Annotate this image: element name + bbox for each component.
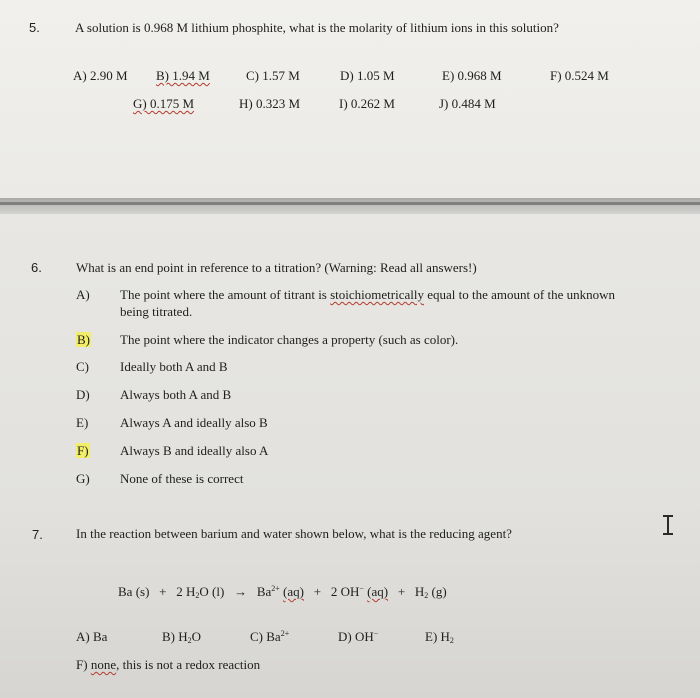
eq-h2-symbol: H (414, 584, 425, 599)
q6-option-f-text: Always B and ideally also A (120, 443, 269, 458)
eq-product-hydrogen (415, 584, 447, 599)
q7-choice-b-post: O (191, 629, 202, 644)
q7-choice-d-label: D) OH (338, 629, 374, 644)
q5-question: A solution is 0.968 M lithium phosphite, what is the molarity of lithium ions in this solution? (75, 20, 559, 35)
q7-choice-f-prefix: F) (76, 657, 91, 672)
eq-plus-2: + (313, 584, 322, 599)
eq-ba-ion-charge: 2+ (271, 584, 280, 593)
q5-choice-b[interactable]: B) 1.94 M (156, 68, 210, 83)
page-separator-band (0, 198, 700, 214)
q5-choice-a[interactable]: A) 2.90 M (73, 68, 128, 83)
q7-choice-c-label: C) Ba (250, 629, 281, 644)
q6-option-b-highlight: B) (77, 332, 90, 347)
eq-arrow: → (234, 584, 248, 599)
q6-option-a-text-pre: The point where the amount of titrant is (120, 287, 331, 302)
q6-option-a-text-line2: being titrated. (120, 304, 193, 319)
eq-ba-ion-state: (aq) (283, 584, 304, 599)
q6-option-a-misspelled-word: stoichiometrically (330, 287, 424, 302)
eq-h2-state: (g) (428, 584, 447, 599)
q6-option-e-text: Always A and ideally also B (120, 415, 268, 430)
eq-h2-sub: 2 (424, 591, 429, 600)
q7-choice-f-post: , this is not a redox reaction (116, 657, 261, 672)
q6-option-a-text (120, 287, 615, 303)
q7-choice-b-label: B) H (162, 629, 188, 644)
q7-choice-a[interactable]: A) Ba (76, 629, 108, 644)
q6-option-d-letter[interactable]: D) (76, 387, 90, 402)
eq-water-o: O (l) (199, 584, 225, 599)
q5-choice-e[interactable]: E) 0.968 M (442, 68, 502, 83)
q6-option-e-letter[interactable]: E) (76, 415, 89, 430)
eq-plus-1: + (159, 584, 167, 599)
q7-choice-e-sub: 2 (449, 636, 454, 645)
q6-option-b-letter[interactable] (76, 332, 91, 348)
q7-choice-d-sup: − (373, 629, 379, 638)
q6-option-f-highlight: F) (77, 443, 89, 458)
eq-reactant-ba: Ba (s) (118, 584, 150, 599)
eq-oh-charge: − (359, 584, 364, 593)
q6-option-c-letter[interactable]: C) (76, 359, 89, 374)
eq-plus-3: + (397, 584, 406, 599)
q5-choice-j[interactable]: J) 0.484 M (439, 96, 496, 111)
q6-option-d-text: Always both A and B (120, 387, 232, 402)
q7-choice-e-label: E) H (425, 629, 450, 644)
eq-product-ba-ion (257, 584, 304, 599)
eq-water-sub: 2 (195, 591, 200, 600)
q6-option-a-letter[interactable]: A) (76, 287, 90, 302)
q7-choice-b[interactable] (162, 629, 201, 645)
q7-choice-f[interactable] (76, 657, 260, 673)
q7-question: In the reaction between barium and water shown below, what is the reducing agent? (76, 526, 512, 541)
q5-choice-c[interactable]: C) 1.57 M (246, 68, 300, 83)
eq-oh-symbol: 2 OH (330, 584, 360, 599)
eq-reactant-water (176, 584, 224, 599)
q6-option-a-text-post: equal to the amount of the unknown (424, 287, 615, 302)
q6-option-b-text: The point where the indicator changes a property (such as color). (120, 332, 459, 347)
q5-choice-i[interactable]: I) 0.262 M (339, 96, 395, 111)
q7-equation (118, 584, 447, 600)
q7-choice-e[interactable] (425, 629, 454, 645)
q7-choice-c-sup: 2+ (280, 629, 290, 638)
q6-option-g-letter[interactable]: G) (76, 471, 90, 486)
q6-option-c-text: Ideally both A and B (120, 359, 228, 374)
q7-choice-d[interactable] (338, 629, 378, 645)
q7-choice-c[interactable] (250, 629, 289, 645)
q7-choice-f-word: none (90, 657, 117, 672)
q6-option-f-letter[interactable] (76, 443, 90, 459)
eq-oh-state: (aq) (367, 584, 389, 599)
q6-number: 6. (31, 260, 42, 275)
q7-number: 7. (32, 527, 43, 542)
q5-choice-d[interactable]: D) 1.05 M (340, 68, 395, 83)
q7-choice-b-sub: 2 (187, 636, 192, 645)
q6-question: What is an end point in reference to a titration? (Warning: Read all answers!) (76, 260, 477, 275)
q5-choice-g[interactable]: G) 0.175 M (133, 96, 195, 111)
eq-product-hydroxide (331, 584, 388, 599)
q5-number: 5. (29, 20, 40, 35)
page-separator-line (0, 202, 700, 205)
eq-water-h: 2 H (176, 584, 196, 599)
q5-choice-f[interactable]: F) 0.524 M (550, 68, 609, 83)
q5-choice-h[interactable]: H) 0.323 M (239, 96, 301, 111)
text-cursor-icon (662, 515, 674, 535)
eq-ba-ion-symbol: Ba (256, 584, 272, 599)
q6-option-g-text: None of these is correct (120, 471, 244, 486)
